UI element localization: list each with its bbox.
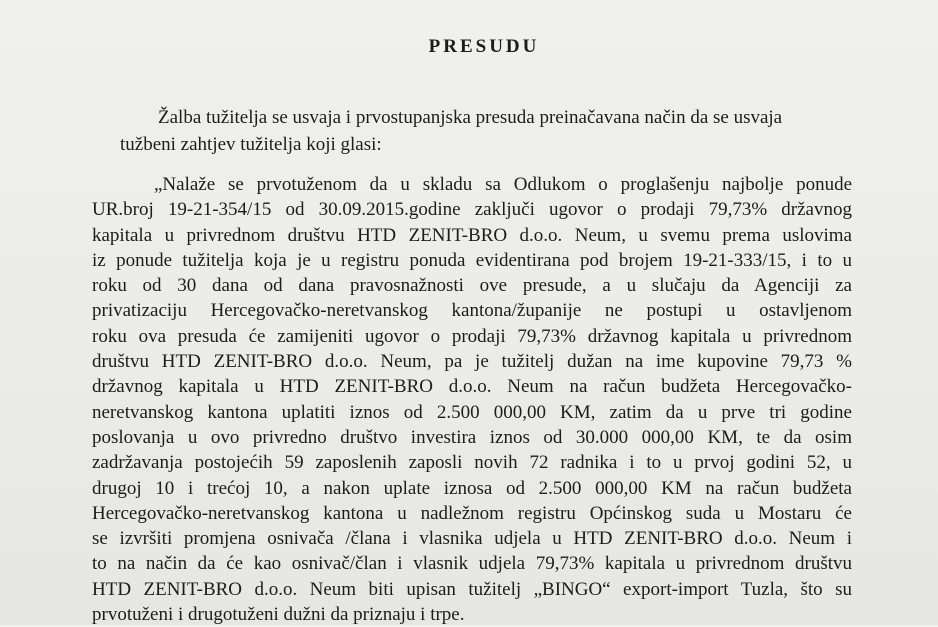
quote-line: zadržavanja postojećih 59 zaposlenih zaposli novih 72 radnika i to u prvoj godini 52, u xyxy=(92,452,852,474)
quote-line: to na način da će kao osnivač/član i vlasnik udjela 79,73% kapitala u privrednom društvu xyxy=(92,553,852,575)
intro-paragraph xyxy=(120,104,850,158)
quote-line: se izvršiti promjena osnivača /člana i vlasnika udjela u HTD ZENIT-BRO d.o.o. Neum i xyxy=(92,528,852,550)
quote-line: „Nalaže se prvotuženom da u skladu sa Odlukom o proglašenju najbolje ponude xyxy=(154,174,852,195)
intro-line: Žalba tužitelja se usvaja i prvostupanjska presuda preinačavana način da se usvaja xyxy=(158,107,783,128)
quote-line: državnog kapitala u HTD ZENIT-BRO d.o.o. Neum na račun budžeta Hercegovačko- xyxy=(92,376,852,398)
quote-line: kapitala u privrednom društvu HTD ZENIT-BRO d.o.o. Neum, u svemu prema uslovima xyxy=(92,224,852,246)
quote-line: društvu HTD ZENIT-BRO d.o.o. Neum, pa je tužitelj dužan na ime kupovine 79,73 % xyxy=(92,351,852,373)
quote-line: roku od 30 dana od dana pravosnažnosti ove presude, a u slučaju da Agenciji za xyxy=(92,275,852,297)
quote-line: UR.broj 19-21-354/15 od 30.09.2015.godine zaključi ugovor o prodaji 79,73% državnog xyxy=(92,199,852,221)
quoted-claim-paragraph xyxy=(92,172,852,627)
quote-line: HTD ZENIT-BRO d.o.o. Neum biti upisan tužitelj „BINGO“ export-import Tuzla, što su xyxy=(92,578,852,600)
quote-line: drugoj 10 i trećoj 10, a nakon uplate iznosa od 2.500 000,00 KM na račun budžeta xyxy=(92,477,852,499)
document-title: PRESUDU xyxy=(428,36,540,57)
intro-line: tužbeni zahtjev tužitelja koji glasi: xyxy=(120,134,382,155)
quote-line: roku ova presuda će zamijeniti ugovor o prodaji 79,73% državnog kapitala u privrednom xyxy=(92,325,852,347)
quote-line: prvotuženi i drugotuženi dužni da priznaju i trpe. xyxy=(92,604,465,626)
quote-line: iz ponude tužitelja koja je u registru ponuda evidentirana pod brojem 19-21-333/15, i to u xyxy=(92,249,852,271)
quote-line: privatizaciju Hercegovačko-neretvanskog kantona/županije ne postupi u ostavljenom xyxy=(92,300,852,322)
quote-line: neretvanskog kantona uplatiti iznos od 2.500 000,00 KM, zatim da u prve tri godine xyxy=(92,401,852,423)
quote-line: poslovanja u ovo privredno društvo investira iznos od 30.000 000,00 KM, te da osim xyxy=(92,426,852,448)
quote-line: Hercegovačko-neretvanskog kantona u nadležnom registru Općinskog suda u Mostaru će xyxy=(92,502,852,524)
